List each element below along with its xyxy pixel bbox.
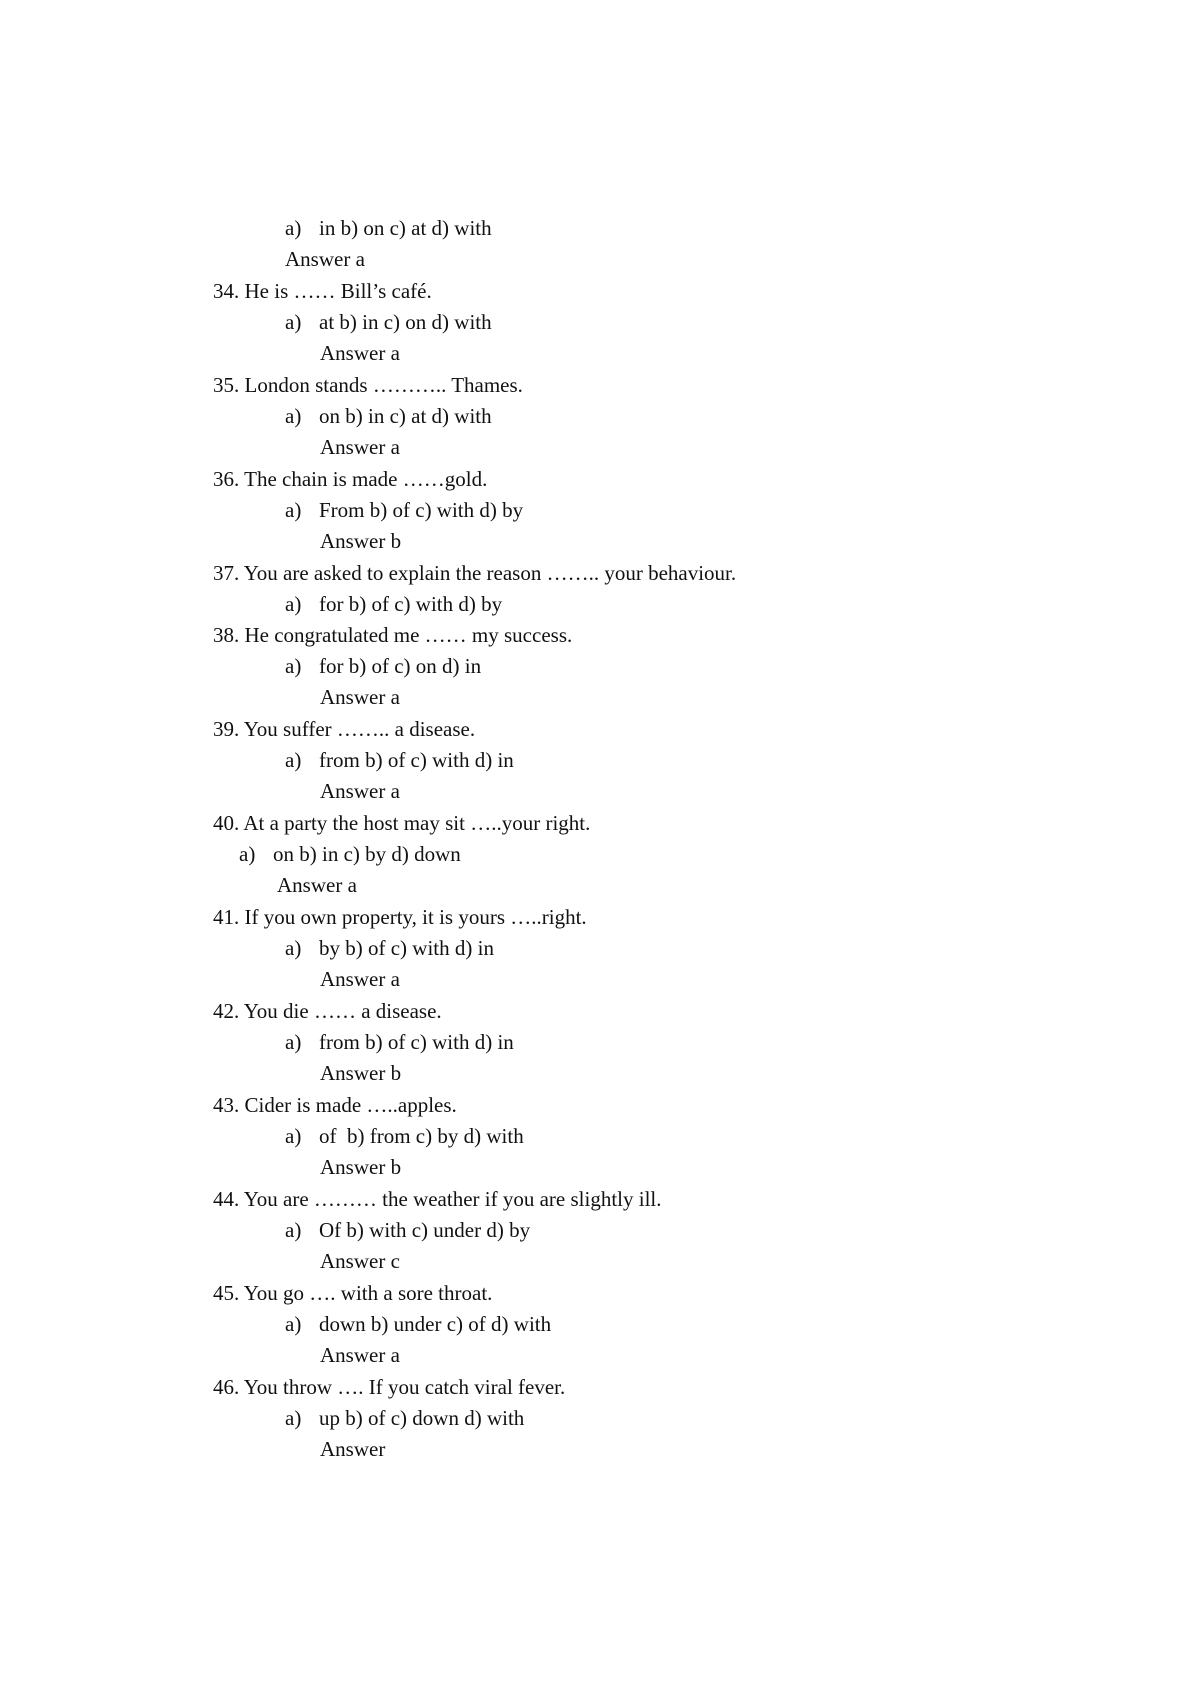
option-line (285, 498, 523, 522)
option-line (285, 310, 492, 334)
option-text: from b) of c) with d) in (319, 748, 514, 772)
question-41: 41. If you own property, it is yours …..right. (213, 905, 587, 929)
answer-line: Answer c (320, 1249, 400, 1273)
option-line (285, 1406, 524, 1430)
option-marker: a) (285, 310, 302, 334)
option-text: by b) of c) with d) in (319, 936, 494, 960)
question-46: 46. You throw …. If you catch viral fever. (213, 1375, 566, 1399)
option-marker: a) (285, 1030, 302, 1054)
answer-line: Answer (320, 1437, 386, 1461)
option-marker: a) (239, 842, 256, 866)
option-marker: a) (285, 592, 302, 616)
option-line (285, 936, 494, 960)
answer-line: Answer a (277, 873, 357, 897)
option-line (285, 1218, 530, 1242)
option-line (285, 1030, 514, 1054)
question-40: 40. At a party the host may sit …..your right. (213, 811, 591, 835)
question-44: 44. You are ……… the weather if you are slightly ill. (213, 1187, 662, 1211)
option-marker: a) (285, 1218, 302, 1242)
answer-line: Answer a (320, 435, 400, 459)
option-text: Of b) with c) under d) by (319, 1218, 531, 1242)
question-37: 37. You are asked to explain the reason …….. your behaviour. (213, 561, 737, 585)
option-marker: a) (285, 1312, 302, 1336)
option-marker: a) (285, 654, 302, 678)
option-text: on b) in c) by d) down (273, 842, 461, 866)
option-line (239, 842, 461, 866)
answer-line: Answer a (320, 1343, 400, 1367)
question-39: 39. You suffer …….. a disease. (213, 717, 476, 741)
question-36: 36. The chain is made ……gold. (213, 467, 488, 491)
option-text: of b) from c) by d) with (319, 1124, 524, 1148)
option-marker: a) (285, 1406, 302, 1430)
option-text: at b) in c) on d) with (319, 310, 492, 334)
option-line (285, 404, 492, 428)
option-text: for b) of c) with d) by (319, 592, 503, 616)
question-43: 43. Cider is made …..apples. (213, 1093, 457, 1117)
option-marker: a) (285, 748, 302, 772)
option-text: on b) in c) at d) with (319, 404, 492, 428)
question-45: 45. You go …. with a sore throat. (213, 1281, 493, 1305)
option-text: from b) of c) with d) in (319, 1030, 514, 1054)
question-34: 34. He is …… Bill’s café. (213, 279, 432, 303)
option-line (285, 592, 502, 616)
answer-line: Answer b (320, 1061, 402, 1085)
question-42: 42. You die …… a disease. (213, 999, 442, 1023)
question-38: 38. He congratulated me …… my success. (213, 623, 573, 647)
answer-line: Answer a (320, 685, 400, 709)
option-line (285, 1124, 524, 1148)
option-text: up b) of c) down d) with (319, 1406, 525, 1430)
answer-line: Answer b (320, 529, 402, 553)
option-text: From b) of c) with d) by (319, 498, 524, 522)
option-marker: a) (285, 216, 302, 240)
option-line (285, 216, 492, 240)
option-marker: a) (285, 936, 302, 960)
answer-line: Answer b (320, 1155, 402, 1179)
answer-line: Answer a (285, 247, 365, 271)
answer-line: Answer a (320, 341, 400, 365)
question-35: 35. London stands ……….. Thames. (213, 373, 523, 397)
option-marker: a) (285, 498, 302, 522)
option-line (285, 1312, 551, 1336)
option-line (285, 654, 481, 678)
option-text: in b) on c) at d) with (319, 216, 492, 240)
option-text: down b) under c) of d) with (319, 1312, 552, 1336)
option-text: for b) of c) on d) in (319, 654, 482, 678)
option-line (285, 748, 514, 772)
answer-line: Answer a (320, 967, 400, 991)
answer-line: Answer a (320, 779, 400, 803)
option-marker: a) (285, 404, 302, 428)
option-marker: a) (285, 1124, 302, 1148)
